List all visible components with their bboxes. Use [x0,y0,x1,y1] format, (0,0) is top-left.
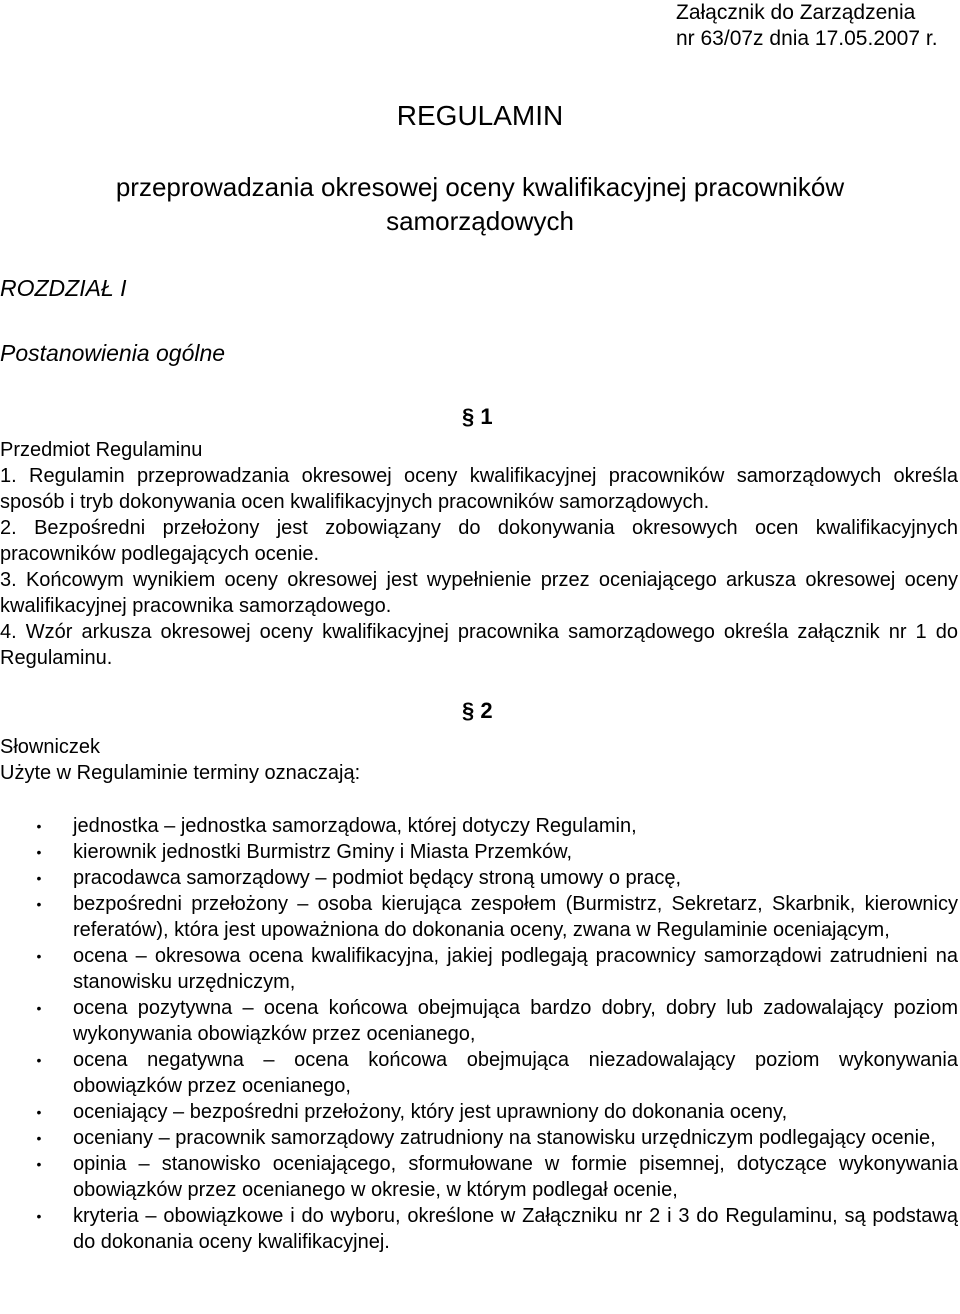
section-1-heading: Przedmiot Regulaminu [0,439,203,461]
definition-item [0,1203,958,1255]
subtitle-line-2: samorządowych [386,206,574,236]
chapter-number: ROZDZIAŁ I [0,275,127,301]
bullet-icon: • [36,1208,42,1224]
attachment-line-2: nr 63/07z dnia 17.05.2007 r. [676,27,938,50]
definition-text: kryteria – obowiązkowe i do wyboru, określone w Załączniku nr 2 i 3 do Regulaminu, są podstawą do dokonania oceny kwalifikacyjnej. [73,1205,958,1253]
bullet-icon: • [36,1130,42,1146]
definition-item [0,865,958,891]
definition-text: ocena negatywna – ocena końcowa obejmująca niezadowalający poziom wykonywania obowiązków przez ocenianego, [73,1049,958,1097]
definition-item [0,995,958,1047]
definition-text: jednostka – jednostka samorządowa, której dotyczy Regulamin, [73,815,637,837]
bullet-icon: • [36,948,42,964]
definition-item [0,943,958,995]
definition-text: opinia – stanowisko oceniającego, sformułowane w formie pisemnej, dotyczące wykonywania obowiązków przez ocenianego w okresie, w którym podlegał ocenie, [73,1153,958,1201]
definition-item [0,813,958,839]
section-1 [0,437,958,671]
definition-item [0,839,958,865]
document-title: REGULAMIN [396,100,564,131]
section-2-heading: Słowniczek [0,736,101,758]
section-2-intro: Użyte w Regulaminie terminy oznaczają: [0,762,361,784]
section-2-mark: § 2 [462,698,493,723]
document-subtitle [0,170,960,238]
bullet-icon: • [36,1156,42,1172]
bullet-icon: • [36,1000,42,1016]
subtitle-line-1: przeprowadzania okresowej oceny kwalifikacyjnej pracowników [115,172,845,202]
definition-item [0,1125,958,1151]
section-1-point: 4. Wzór arkusza okresowej oceny kwalifikacyjnej pracownika samorządowego określa załącznik nr 1 do Regulaminu. [0,621,958,669]
attachment-note [676,0,938,52]
section-1-point: 3. Końcowym wynikiem oceny okresowej jest wypełnienie przez oceniającego arkusza okresowej oceny kwalifikacyjnej pracownika samorządowego. [0,569,958,617]
definition-item [0,1047,958,1099]
section-1-point: 2. Bezpośredni przełożony jest zobowiązany do dokonywania okresowych ocen kwalifikacyjnych pracowników podlegających ocenie. [0,517,958,565]
definition-text: bezpośredni przełożony – osoba kierująca zespołem (Burmistrz, Sekretarz, Skarbnik, kierownicy referatów), która jest upoważniona do dokonania oceny, zwana w Regulaminie oceniającym, [73,893,958,941]
bullet-icon: • [36,1104,42,1120]
chapter-name: Postanowienia ogólne [0,340,226,366]
bullet-icon: • [36,896,42,912]
definition-text: ocena – okresowa ocena kwalifikacyjna, jakiej podlegają pracownicy samorządowi zatrudnieni na stanowisku urzędniczym, [73,945,958,993]
section-1-mark: § 1 [462,404,493,429]
definition-item [0,891,958,943]
definition-text: kierownik jednostki Burmistrz Gminy i Miasta Przemków, [73,841,573,863]
bullet-icon: • [36,870,42,886]
bullet-icon: • [36,818,42,834]
definition-text: ocena pozytywna – ocena końcowa obejmująca bardzo dobry, dobry lub zadowalający poziom wykonywania obowiązków przez ocenianego, [73,997,958,1045]
bullet-icon: • [36,1052,42,1068]
section-2-header [0,734,958,786]
attachment-line-1: Załącznik do Zarządzenia [676,1,916,24]
bullet-icon: • [36,844,42,860]
definition-item [0,1151,958,1203]
definitions-list [0,813,958,1255]
definition-text: pracodawca samorządowy – podmiot będący stroną umowy o pracę, [73,867,682,889]
section-1-point: 1. Regulamin przeprowadzania okresowej oceny kwalifikacyjnej pracowników samorządowych określa sposób i tryb dokonywania ocen kwalifikacyjnych pracowników samorządowych. [0,465,958,513]
definition-text: oceniający – bezpośredni przełożony, który jest uprawniony do dokonania oceny, [73,1101,788,1123]
definition-text: oceniany – pracownik samorządowy zatrudniony na stanowisku urzędniczym podlegający ocenie, [73,1127,936,1149]
definition-item [0,1099,958,1125]
